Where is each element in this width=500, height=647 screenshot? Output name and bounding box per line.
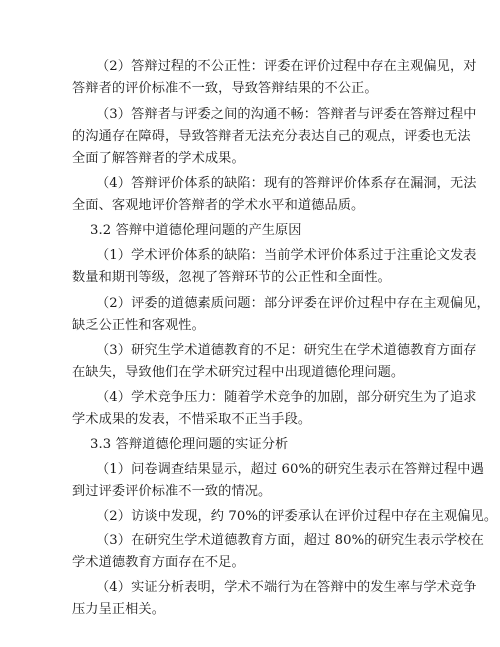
section-heading: 3.2 答辩中道德伦理问题的产生原因 bbox=[90, 223, 302, 238]
paragraph-line: （3）研究生学术道德教育的不足：研究生在学术道德教育方面存 bbox=[96, 343, 477, 358]
paragraph-line: 学术成果的发表，不惜采取不正当手段。 bbox=[72, 412, 312, 427]
paragraph-line: （1）学术评价体系的缺陷：当前学术评价体系过于注重论文发表 bbox=[96, 248, 477, 263]
paragraph-line: 在缺失，导致他们在学术研究过程中出现道德伦理问题。 bbox=[72, 365, 405, 380]
paragraph-line: 全面了解答辩者的学术成果。 bbox=[72, 151, 245, 166]
paragraph-line: （2）评委的道德素质问题：部分评委在评价过程中存在主观偏见， bbox=[96, 296, 490, 311]
paragraph-line: 的沟通存在障碍，导致答辩者无法充分表达自己的观点，评委也无法 bbox=[72, 129, 471, 144]
paragraph-line: 学术道德教育方面存在不足。 bbox=[72, 555, 245, 570]
paragraph-line: 压力呈正相关。 bbox=[72, 602, 166, 617]
paragraph-line: （2）访谈中发现，约 70%的评委承认在评价过程中存在主观偏见。 bbox=[96, 509, 498, 524]
paragraph-line: （2）答辩过程的不公正性：评委在评价过程中存在主观偏见，对 bbox=[96, 59, 477, 74]
paragraph-line: （1）问卷调查结果显示，超过 60%的研究生表示在答辩过程中遇 bbox=[96, 462, 484, 477]
paragraph-line: （4）答辩评价体系的缺陷：现有的答辩评价体系存在漏洞，无法 bbox=[96, 176, 477, 191]
paragraph-line: （3）答辩者与评委之间的沟通不畅：答辩者与评委在答辩过程中 bbox=[96, 107, 477, 122]
paragraph-line: 到过评委评价标准不一致的情况。 bbox=[72, 484, 272, 499]
paragraph-line: （4）学术竞争压力：随着学术竞争的加剧，部分研究生为了追求 bbox=[96, 390, 477, 405]
section-heading: 3.3 答辩道德伦理问题的实证分析 bbox=[90, 437, 289, 452]
paragraph-line: 缺乏公正性和客观性。 bbox=[72, 318, 205, 333]
paragraph-line: 答辩者的评价标准不一致，导致答辩结果的不公正。 bbox=[72, 81, 378, 96]
paragraph-line: 数量和期刊等级，忽视了答辩环节的公正性和全面性。 bbox=[72, 270, 391, 285]
paragraph-line: （3）在研究生学术道德教育方面，超过 80%的研究生表示学校在 bbox=[96, 533, 484, 548]
paragraph-line: （4）实证分析表明，学术不端行为在答辩中的发生率与学术竞争 bbox=[96, 580, 477, 595]
paragraph-line: 全面、客观地评价答辩者的学术水平和道德品质。 bbox=[72, 198, 365, 213]
